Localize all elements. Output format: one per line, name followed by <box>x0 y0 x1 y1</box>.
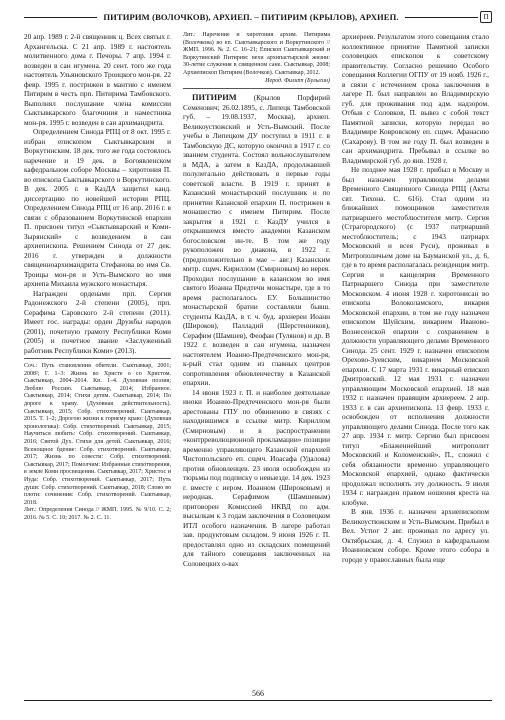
header-rule-right <box>405 17 478 18</box>
column-left <box>24 32 171 682</box>
header-rule-left <box>24 17 97 18</box>
running-header <box>24 6 492 28</box>
works-text: Соч.: Путь становления обители. Сыктывкар, 2001; 2008²; Г. 1–3: Жизнь во Христе о со Христом. Сыктывкар, 2004–2014. Кн. 1–4. Духовная поэзия; Люблю Россию. Сыктывкар, 2014; Избранное. Сыктывкар, 2014; Стихи детям. Сыктывкар, 2014; По дороге к храму. (Духовная действительность). Сыктывкар, 2015; Собр. стихотворений. Сыктывкар, 2015. Т. 1–2; Дорогою жизни к горнему краю: (Духовная хронологика): Собр. стихотворений. Сыктывкар, 2015; Научиться любить: Собр. стихотворений. Сыктывкар, 2016; Святой Дух. Стихи для детей. Сыктывкар, 2016; Всенощное бдение: Собр. стихотворений. Сыктывкар, 2017; Жизнь по совести: Собр. стихотворений. Сыктывкар, 2017; Помолчим: Избранные стихотворения, в земле Коми просвещении. Сыктывкар, 2017; Христос и Иуда: Собр. стихотворений. Сыктывкар, 2017; Путь души: Собр. стихотворений. Сыктывкар, 2018; Слово во плоти: сочинения: Собр. стихотворений. Сыктывкар, 2018. <box>24 363 171 506</box>
entry-text: (Крылов Порфирий Семенович; 26.02.1895, с. Липецк Тамбовской губ. – 19.08.1937, Москва), архиеп. Великоустюжский и Усть-Вымский. После учебы в Липецком ДУ поступил в 1911 г. в Тамбовскую ДС, которую окончил в 1917 г. со званием студента. Состоял вольнослушателем в МДА, а затем в КазДА, продолжавшей полулегально действовать в первые годы советской власти. В 1919 г. принят в Казанский монастырский послушник и по принятии Казанской епархии П. пострижен в монашество с именем Питирим. После закрытия в 1921 г. КазДУ учился в открывшемся вместо академии Казанском богословском ин-те. В том же году рукоположен во диакона, в 1922 г. (предположительно в мае – авг.) Казанским митр. сщмч. Кириллом (Смирновым) во иерея. Проходил послушание в казанском во имя святого Иоанна Предтечи монастыре, где в то время располагалось ЕУ. Большинство монастырской братии составляли бывш. студенты КазДА, в т. ч. буд. архиереи Иоанн (Широков), Палладий (Шерстенников), Серафим (Шамшев), Феофан (Тулянов) и др. В 1922 г. возведен в сан игумена, назначен настоятелем Иоанно-Предтеченского мон-ря, к-рый стал одним из главных центров сопротивления обновленчеству в Казанской епархии. <box>183 93 330 388</box>
paragraph: 14 июня 1923 г. П. и наиболее деятельные иноки Иоанно-Предтеченского мон-ря были арестованы ГПУ по обвинению в связях с находившимся в ссылке митр. Кириллом (Смирновым) и в распространении «контрреволюционной прокламации» позиции временно управляющего Казанской епархией Чистопольского еп. сщмч. Иоасафа (Удалова) против обновленцев. 23 июля освобожден из тюрьмы под подписку о невыезде. 14 дек. 1923 г. вместе с иером. Иоанном (Широковым) и иеродиак. Серафимом (Шамшевым) приговорен Комиссией НКВД по адм. высылкам к 3 годам заключения в Соловецком ИТЛ особого назначения. В лагере работал зав. продуктовым складом. 9 июня 1926 г. П. предоставлял одно из складских помещений для тайного совещания заключенных на Соловецких о-вах <box>183 387 330 568</box>
divider <box>183 88 330 89</box>
literature-text: Лит.: Наречение и хиротония архим. Питирима (Волочкова) во еп. Сыктывкарского и Воркутинского // ЖМП. 1996. № 2. С. 16–21; Епископ Сыктывкарский и Воркутинский Питирим: вехи архипастырской жизни: 30-летие служения в священном сане. Сыктывкар, 2008; Архиепископ Питирим (Волочков). Сыктывкар, 2012. <box>183 32 330 76</box>
paragraph: 20 апр. 1989 г. 2-й священник ц. Всех святых г. Архангельска. С 21 апр. 1989 г. настоятель молитвенного дома г. Печоры. 7 апр. 1994 г. возведен в сан игумена. 20 сент. того же года настоятель Ульяновского Троицкого мон-ря. 22 февр. 1995 г. пострижен в мантию с именем Питирим в честь прп. Питирима Тамбовского. Выполнял послушание члена комиссии Сыктывкарского благочиния и наместника мон-ря. 1995 г. возведен в сан архимандрита. <box>24 32 171 127</box>
paragraph: Не позднее мая 1928 г. прибыл в Москву и был назначен управляющим делами Временного Священного Синода РПЦ (Акты свт. Тихона. С. 616). Стал одним из ближайших помощников заместителя патриаршего местоблюстителя митр. Сергия (Страгородского) (с 1937 патриарший местоблюститель; с 1943 патриарх Московский и всея Руси), проживал в Митрополичьем доме на Бауманской ул., д. 6, где в то время располагалась резиденция митр. Сергия и канцелярия Временного Патриаршего Синода при заместителе Московском. 4 июня 1928 г. хиротонисан во епископа Волоколамского, викария Московской епархии, в том же году назначен епископом Шуйским, викарием Иваново-Вознесенской епархии с сохранением в должности управляющего делами Временного Синода. 25 сент. 1929 г. назначен епископом Орехово-Зуевским, викарием Московской епархии. С 17 марта 1931 г. викарный епископ Дмитровский. 12 мая 1931 г. назначен управляющим Московской епархией. 18 мая 1932 г. назначен правящим архиереем. 2 апр. 1933 г. в сан архиепископа. 13 февр. 1933 г. освобожден от исполнения должности управляющего делами Синода. После того как 27 апр. 1934 г. митр. Сергию был присвоен титул «Блаженнейший митрополит Московский и Коломенский», П., сложил с себя обязанности временно управляющего Московской епархией, однако фактически продолжал исполнять эту должность. 9 июля 1934 г. награжден правом ношения креста на клобуке. <box>342 165 489 507</box>
paragraph: архиереев. Результатом этого совещания стало коллективное принятие Памятной записки соловецких епископов к советскому правительству. Согласно решению Особого совещания Коллегии ОГПУ от 19 нояб. 1926 г., в связи с истечением срока заключения в лагере П. был направлен во Владимирскую губ. для проживания под адм. надзором. Отбыв с Соловков, П. вывез с собой текст Памятной записки, которую передал во Владимире Ковровскому еп. сщмч. Афанасию (Сахарову). В том же году П. был возведен в сан архимандрита. Пребывал в ссылке во Владимирской губ. до янв. 1928 г. <box>342 32 489 165</box>
encyclopedia-entry <box>183 93 330 568</box>
entry-headword: ПИТИРИМ <box>192 93 237 103</box>
footer-rule <box>24 700 492 701</box>
page-number: 566 <box>252 689 264 698</box>
author-signature: Иерод. Филипп (Булыгин) <box>265 77 330 84</box>
book-page <box>24 6 492 714</box>
paragraph: Определением Синода РПЦ от 8 окт. 1995 г. избран епископом Сыктывкарским и Воркутинским. 18 дек. того же года состоялось наречение и 19 дек. в Богоявленском кафедральном соборе Москвы – хиротония П. во епископа Сыктывкарского и Воркутинского. В дек. 2005 г. в КазДА защитил канд. диссертацию по новейшей истории РПЦ. Определением Синода РПЦ от 16 апр. 2016 г. в связи с образованием Воркутинской епархии П. присвоен титул «Сыктывкарский и Коми-Зырянский» с возведением в сан архиепископа. Решением Синода от 27 дек. 2016 г. утвержден в должности священноархимандрита Стефанова во имя Св. Троицы мон-ря и Усть-Вымского во имя архиепа Михаила мужского монастыря. <box>24 127 171 288</box>
entry-intro <box>183 93 330 388</box>
header-title: ПИТИРИМ (ВОЛОЧКОВ), АРХИЕП. – ПИТИРИМ (КРЫЛОВ), АРХИЕП. <box>103 12 399 22</box>
literature-block <box>183 32 330 85</box>
divider <box>24 358 171 359</box>
column-middle <box>183 32 330 682</box>
section-letter-mark: П <box>480 11 492 23</box>
works-list <box>24 363 171 522</box>
paragraph: Награжден орденами прп. Сергия Радонежского 2-й степени (2005), прп. Серафима Саровского 2-й степени (2011). Имеет гос. награды: орден Дружбы народов (2001), почетную грамоту Республики Коми (2005) и почетное звание «Заслуженный работник Республики Коми» (2013). <box>24 288 171 355</box>
column-right <box>342 32 489 682</box>
literature-text: Лит.: Определения Синода // ЖМП. 1995. № 9/10. С. 2; 2016. № 5. С. 10; 2017. № 2. С. 11. <box>24 507 171 521</box>
paragraph: В янв. 1936 г. назначен архиепископом Великоустюжским и Усть-Вымским. Прибыл в Вел. Устюг 2 авг. проживал по адресу ул. Октябрьская, д. 4. Служил в кафедральном Иоанновском соборе. Кроме этого собора в городе у православных была еще <box>342 507 489 564</box>
